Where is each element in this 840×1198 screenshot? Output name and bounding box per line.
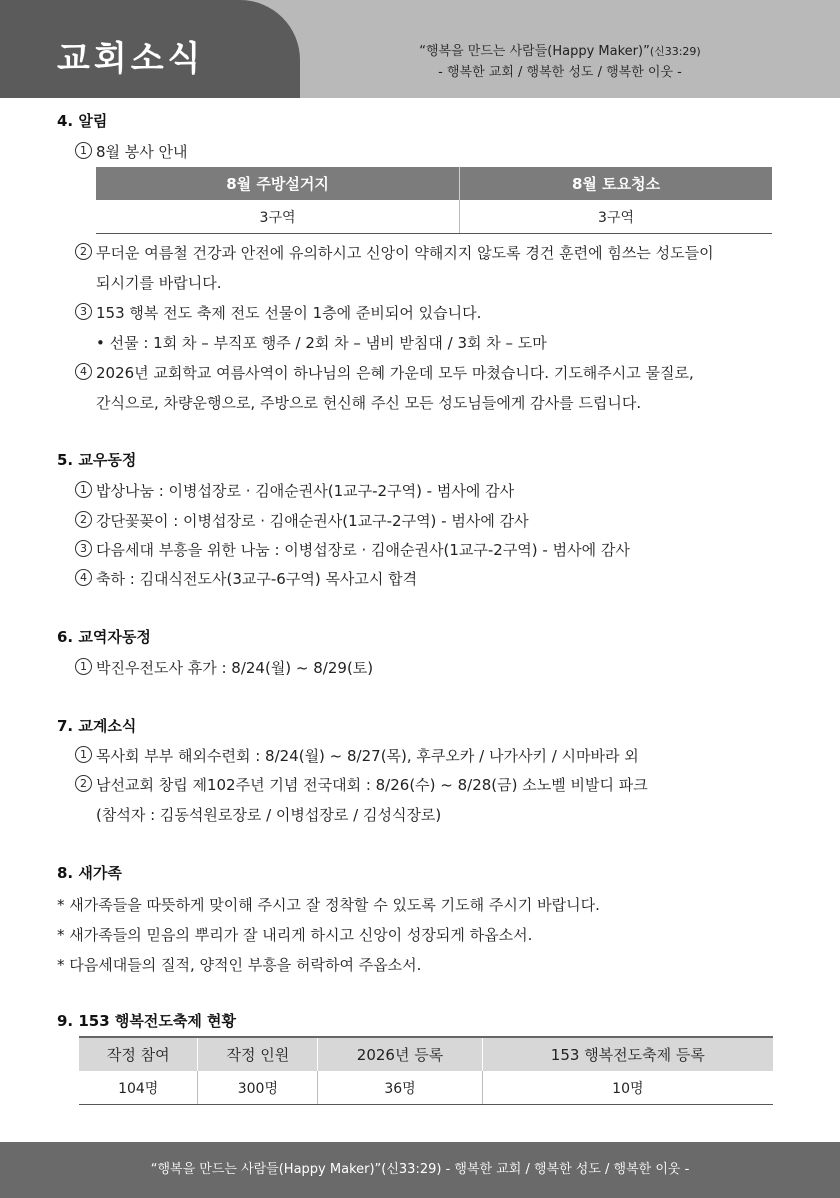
section-title-festival-status: 9. 153 행복전도축제 현황	[57, 1012, 237, 1030]
table-cell: 300명	[198, 1071, 318, 1105]
page-title: 교회소식	[57, 39, 205, 79]
church-news-subtext: (참석자 : 김동석원로장로 / 이병섭장로 / 김성식장로)	[96, 806, 442, 824]
announcement-text: 무더운 여름철 건강과 안전에 유의하시고 신앙이 약해지지 않도록 경건 훈련에 힘쓰는 성도들이	[96, 244, 714, 262]
volunteer-table	[96, 167, 772, 234]
section-title-member-news: 5. 교우동정	[57, 451, 137, 469]
member-news-text: 축하 : 김대식전도사(3교구-6구역) 목사고시 합격	[96, 570, 418, 588]
announcement-text: 8월 봉사 안내	[96, 143, 188, 161]
table-cell: 10명	[482, 1071, 773, 1105]
table-header: 8월 토요청소	[460, 167, 772, 200]
item-number: 2	[75, 774, 92, 792]
header-motto: - 행복한 교회 / 행복한 성도 / 행복한 이웃 -	[438, 65, 682, 80]
member-news-text: 강단꽃꽂이 : 이병섭장로 · 김애순권사(1교구-2구역) - 범사에 감사	[96, 512, 529, 530]
item-number: 3	[75, 539, 92, 557]
header-verse-ref: (신33:29)	[649, 45, 701, 58]
prayer-line: * 새가족들을 따뜻하게 맞이해 주시고 잘 정착할 수 있도록 기도해 주시기 바랍니다.	[57, 896, 600, 914]
section-title-church-world-news: 7. 교계소식	[57, 717, 137, 735]
section-title-announcements: 4. 알림	[57, 112, 108, 130]
table-header: 작정 참여	[79, 1037, 198, 1071]
member-news-text: 밥상나눔 : 이병섭장로 · 김애순권사(1교구-2구역) - 범사에 감사	[96, 482, 515, 500]
header-verse-block	[350, 41, 770, 83]
item-number: 1	[75, 480, 92, 498]
prayer-line: * 새가족들의 믿음의 뿌리가 잘 내리게 하시고 신앙이 성장되게 하옵소서.	[57, 926, 533, 944]
table-header: 작정 인원	[198, 1037, 318, 1071]
table-header: 153 행복전도축제 등록	[482, 1037, 773, 1071]
announcement-text: 되시기를 바랍니다.	[96, 274, 222, 292]
item-number: 2	[75, 242, 92, 260]
page-header	[0, 0, 840, 98]
table-cell: 104명	[79, 1071, 198, 1105]
item-number: 3	[75, 302, 92, 320]
announcement-text: 153 행복 전도 축제 전도 선물이 1층에 준비되어 있습니다.	[96, 304, 482, 322]
table-cell: 3구역	[96, 200, 460, 234]
section-title-new-family: 8. 새가족	[57, 864, 122, 882]
announcement-text: 2026년 교회학교 여름사역이 하나님의 은혜 가운데 모두 마쳤습니다. 기도해주시고 물질로,	[96, 364, 694, 382]
item-number: 4	[75, 568, 92, 586]
item-number: 1	[75, 141, 92, 159]
item-number: 4	[75, 362, 92, 380]
church-news-text: 목사회 부부 해외수련회 : 8/24(월) ~ 8/27(목), 후쿠오카 / 나가사키 / 시마바라 외	[96, 747, 639, 765]
staff-news-text: 박진우전도사 휴가 : 8/24(월) ~ 8/29(토)	[96, 659, 374, 677]
item-number: 1	[75, 657, 92, 675]
header-verse: “행복을 만드는 사람들(Happy Maker)”	[419, 44, 650, 59]
item-number: 2	[75, 510, 92, 528]
member-news-text: 다음세대 부흥을 위한 나눔 : 이병섭장로 · 김애순권사(1교구-2구역) - 범사에 감사	[96, 541, 630, 559]
page-footer: “행복을 만드는 사람들(Happy Maker)”(신33:29) - 행복한 교회 / 행복한 성도 / 행복한 이웃 -	[0, 1142, 840, 1198]
prayer-line: * 다음세대들의 질적, 양적인 부흥을 허락하여 주옵소서.	[57, 956, 422, 974]
table-cell: 36명	[318, 1071, 482, 1105]
festival-status-table	[79, 1036, 773, 1105]
item-number: 1	[75, 745, 92, 763]
table-cell: 3구역	[460, 200, 772, 234]
table-header: 8월 주방설거지	[96, 167, 460, 200]
section-title-staff-news: 6. 교역자동정	[57, 628, 151, 646]
announcement-subtext: • 선물 : 1회 차 – 부직포 행주 / 2회 차 – 냄비 받침대 / 3회 차 – 도마	[96, 334, 547, 352]
header-title-tab	[0, 0, 300, 98]
table-header: 2026년 등록	[318, 1037, 482, 1071]
announcement-text: 간식으로, 차량운행으로, 주방으로 헌신해 주신 모든 성도님들에게 감사를 드립니다.	[96, 394, 642, 412]
church-news-text: 남선교회 창립 제102주년 기념 전국대회 : 8/26(수) ~ 8/28(금) 소노벨 비발디 파크	[96, 776, 648, 794]
